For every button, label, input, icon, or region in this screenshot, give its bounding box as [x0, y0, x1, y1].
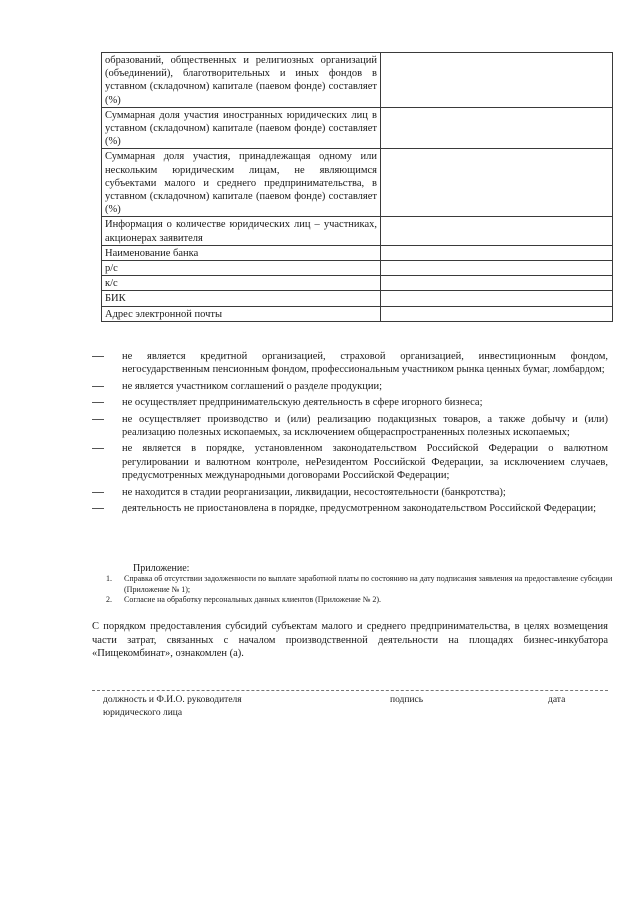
- list-item: [92, 396, 608, 409]
- list-item: [106, 595, 616, 606]
- declaration-text: не является в порядке, установленном законодательством Российской Федерации о валютном регулировании и валютном контроле, неРезидентом Российской Федерации, за исключением случаев, предусмотренных международными договорами Российской Федерации;: [122, 443, 608, 482]
- table-row: [102, 291, 613, 306]
- table-row: [102, 107, 613, 149]
- table-row: [102, 217, 613, 245]
- appendix-number: 2.: [106, 595, 112, 605]
- table-row-value: [381, 217, 613, 245]
- list-item: [92, 413, 608, 440]
- table-row-label: Информация о количестве юридических лиц – участниках, акционерах заявителя: [102, 217, 381, 245]
- table-row-label: Наименование банка: [102, 245, 381, 260]
- dash-bullet-icon: [92, 508, 104, 509]
- applicant-info-table: [101, 52, 613, 322]
- table-row-label: р/с: [102, 261, 381, 276]
- dash-bullet-icon: [92, 402, 104, 403]
- table-row-label: Адрес электронной почты: [102, 306, 381, 321]
- acknowledgement-paragraph: С порядком предоставления субсидий субъектам малого и среднего предпринимательства, в целях возмещения части затрат, связанных с началом производственной деятельности на площадях бизнес-инкубатора «Пищекомбинат», ознакомлен (а).: [92, 621, 608, 660]
- table-row: [102, 53, 613, 108]
- table-row-value: [381, 245, 613, 260]
- table-row-value: [381, 149, 613, 217]
- table-row-label: к/с: [102, 276, 381, 291]
- declaration-text: не является кредитной организацией, страховой организацией, инвестиционным фондом, негосударственным пенсионным фондом, профессиональным участником рынка ценных бумаг, ломбардом;: [122, 351, 608, 376]
- declaration-text: не осуществляет предпринимательскую деятельность в сфере игорного бизнеса;: [122, 397, 483, 409]
- list-item: [92, 380, 608, 393]
- table-row-label: БИК: [102, 291, 381, 306]
- list-item: [106, 574, 616, 595]
- dash-bullet-icon: [92, 492, 104, 493]
- list-item: [92, 502, 608, 515]
- dash-bullet-icon: [92, 356, 104, 357]
- table-row-value: [381, 306, 613, 321]
- table-row-value: [381, 276, 613, 291]
- position-name-label: должность и Ф.И.О. руководителя юридического лица: [103, 695, 242, 718]
- appendix-list: [106, 574, 616, 606]
- table-row: [102, 261, 613, 276]
- dash-bullet-icon: [92, 386, 104, 387]
- table-row: [102, 245, 613, 260]
- table-row-label: Суммарная доля участия иностранных юридических лиц в уставном (складочном) капитале (паевом фонде) составляет (%): [102, 107, 381, 149]
- date-label: дата: [548, 695, 566, 705]
- table-row: [102, 276, 613, 291]
- table-row-label: Суммарная доля участия, принадлежащая одному или нескольким юридическим лицам, не являющимся субъектами малого и среднего предпринимательства, в уставном (складочном) капитале (паевом фонде) составляет (%): [102, 149, 381, 217]
- signature-label: подпись: [390, 695, 424, 705]
- appendix-text: Справка об отсутствии задолженности по выплате заработной платы по состоянию на дату подписания заявления на предоставление субсидии (Приложение № 1);: [124, 574, 613, 594]
- declaration-text: деятельность не приостановлена в порядке, предусмотренном законодательством Российской Федерации;: [122, 503, 597, 515]
- table-row-value: [381, 53, 613, 108]
- table-row: [102, 149, 613, 217]
- table-row-value: [381, 261, 613, 276]
- signature-line: [92, 690, 608, 691]
- declaration-text: не является участником соглашений о разделе продукции;: [122, 380, 383, 392]
- table-row-label: образований, общественных и религиозных организаций (объединений), благотворительных и иных фондов в уставном (складочном) капитале (паевом фонде) составляет (%): [102, 53, 381, 108]
- dash-bullet-icon: [92, 448, 104, 449]
- list-item: [92, 350, 608, 377]
- appendix-title: Приложение:: [133, 563, 190, 574]
- table-row-value: [381, 291, 613, 306]
- declaration-text: не находится в стадии реорганизации, ликвидации, несостоятельности (банкротства);: [122, 486, 506, 498]
- declarations-list: [92, 350, 608, 518]
- declaration-text: не осуществляет производство и (или) реализацию подакцизных товаров, а также добычу и (или) реализацию полезных ископаемых, за исключением общераспространенных полезных ископаемых;: [122, 413, 608, 439]
- table-row-value: [381, 107, 613, 149]
- table-row: [102, 306, 613, 321]
- list-item: [92, 486, 608, 499]
- dash-bullet-icon: [92, 419, 104, 420]
- appendix-number: 1.: [106, 574, 112, 583]
- appendix-text: Согласие на обработку персональных данных клиентов (Приложение № 2).: [124, 595, 382, 605]
- list-item: [92, 442, 608, 482]
